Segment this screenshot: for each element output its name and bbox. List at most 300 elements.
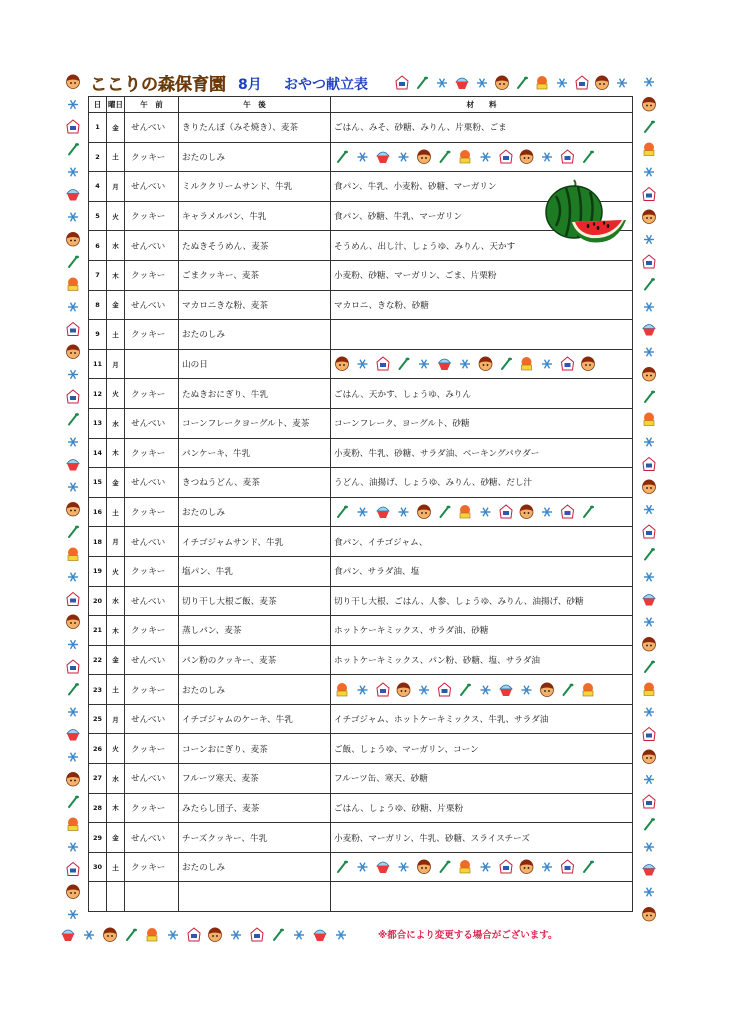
weekday-cell: 水 <box>107 764 125 794</box>
shaved-ice-icon <box>377 507 389 518</box>
child-face-icon <box>67 345 80 359</box>
dessert-cup-icon <box>147 928 157 941</box>
table-row <box>89 645 633 675</box>
afternoon-snack-cell: おたのしみ <box>179 497 331 527</box>
logo-text-3: 保育園 <box>175 75 226 95</box>
morning-snack-cell: せんべい <box>125 527 179 557</box>
snowflake-icon <box>231 931 241 940</box>
snowflake-icon <box>68 910 78 919</box>
col-ingredients-header: 材 料 <box>331 97 633 113</box>
dessert-cup-icon <box>537 76 547 89</box>
ice-flag-icon <box>643 728 655 741</box>
ingredients-cell: イチゴジャム、ホットケーキミックス、牛乳、サラダ油 <box>331 704 633 734</box>
change-notice: ※都合により変更する場合がございます。 <box>378 930 558 941</box>
col-pm-header: 午 後 <box>179 97 331 113</box>
morning-snack-cell: クッキー <box>125 142 179 172</box>
ice-flag-icon <box>377 357 389 370</box>
morning-snack-cell: せんべい <box>125 764 179 794</box>
day-cell: 11 <box>89 349 107 379</box>
afternoon-snack-cell <box>179 882 331 912</box>
weekday-cell: 金 <box>107 823 125 853</box>
col-dow-header: 曜日 <box>107 97 125 113</box>
snowflake-icon <box>617 79 627 88</box>
snowflake-icon <box>644 775 654 784</box>
day-cell: 29 <box>89 823 107 853</box>
weekday-cell: 金 <box>107 645 125 675</box>
morning-snack-cell: せんべい <box>125 408 179 438</box>
day-cell: 7 <box>89 260 107 290</box>
table-row <box>89 704 633 734</box>
table-row <box>89 497 633 527</box>
shaved-ice-icon <box>377 862 389 873</box>
snowflake-icon <box>481 508 491 517</box>
afternoon-snack-cell: フルーツ寒天、麦茶 <box>179 764 331 794</box>
weekday-cell: 土 <box>107 320 125 350</box>
weekday-cell: 金 <box>107 468 125 498</box>
afternoon-snack-cell: チーズクッキー、牛乳 <box>179 823 331 853</box>
shaved-ice-icon <box>377 152 389 163</box>
row-decoration <box>334 503 604 521</box>
day-cell: 4 <box>89 172 107 202</box>
ice-flag-icon <box>67 863 79 876</box>
day-cell: 28 <box>89 793 107 823</box>
snowflake-icon <box>644 168 654 177</box>
ice-flag-icon <box>67 390 79 403</box>
table-row <box>89 882 633 912</box>
child-face-icon <box>582 357 595 371</box>
weekday-cell: 木 <box>107 793 125 823</box>
day-cell: 23 <box>89 675 107 705</box>
table-row <box>89 823 633 853</box>
weekday-cell: 土 <box>107 142 125 172</box>
afternoon-snack-cell: コーンフレークヨーグルト、麦茶 <box>179 408 331 438</box>
weekday-cell: 木 <box>107 438 125 468</box>
child-face-icon <box>418 505 431 519</box>
snowflake-icon <box>68 213 78 222</box>
ingredients-cell: ごはん、しょうゆ、砂糖、片栗粉 <box>331 793 633 823</box>
row-decoration <box>334 148 604 166</box>
afternoon-snack-cell: たぬきそうめん、麦茶 <box>179 231 331 261</box>
table-row <box>89 675 633 705</box>
afternoon-snack-cell: マカロニきな粉、麦茶 <box>179 290 331 320</box>
snowflake-icon <box>68 438 78 447</box>
day-cell: 20 <box>89 586 107 616</box>
dessert-cup-icon <box>337 683 347 696</box>
snowflake-icon <box>542 508 552 517</box>
row-decoration <box>334 355 604 373</box>
watermelon-icon <box>544 178 628 248</box>
dessert-cup-icon <box>644 143 654 156</box>
day-cell: 1 <box>89 113 107 143</box>
morning-snack-cell: クッキー <box>125 793 179 823</box>
morning-snack-cell <box>125 349 179 379</box>
day-cell <box>89 882 107 912</box>
spoon-icon <box>441 506 451 517</box>
snowflake-icon <box>644 438 654 447</box>
morning-snack-cell: クッキー <box>125 497 179 527</box>
ingredients-cell: 食パン、サラダ油、塩 <box>331 556 633 586</box>
shaved-ice-icon <box>643 865 655 876</box>
child-face-icon <box>643 637 656 651</box>
dessert-cup-icon <box>460 150 470 163</box>
child-face-icon <box>479 357 492 371</box>
spoon-icon <box>645 548 655 559</box>
child-face-icon <box>520 505 533 519</box>
ingredients-cell: 食パン、牛乳、小麦粉、砂糖、マーガリン <box>331 172 633 202</box>
snowflake-icon <box>419 360 429 369</box>
weekday-cell <box>107 882 125 912</box>
afternoon-snack-cell: 塩パン、牛乳 <box>179 556 331 586</box>
dessert-cup-icon <box>460 505 470 518</box>
ingredients-cell <box>331 675 633 705</box>
morning-snack-cell: クッキー <box>125 438 179 468</box>
ice-flag-icon <box>67 120 79 133</box>
morning-snack-cell: せんべい <box>125 645 179 675</box>
afternoon-snack-cell: パン粉のクッキー、麦茶 <box>179 645 331 675</box>
ice-flag-icon <box>251 928 263 941</box>
day-cell: 5 <box>89 201 107 231</box>
afternoon-snack-cell: パンケーキ、牛乳 <box>179 438 331 468</box>
child-face-icon <box>520 149 533 163</box>
ingredients-cell <box>331 882 633 912</box>
spoon-icon <box>645 121 655 132</box>
day-cell: 8 <box>89 290 107 320</box>
ingredients-cell: ごはん、天かす、しょうゆ、みりん <box>331 379 633 409</box>
table-row <box>89 142 633 172</box>
morning-snack-cell: クッキー <box>125 734 179 764</box>
morning-snack-cell: せんべい <box>125 704 179 734</box>
afternoon-snack-cell: おたのしみ <box>179 142 331 172</box>
shaved-ice-icon <box>67 460 79 471</box>
dessert-cup-icon <box>68 818 78 831</box>
snowflake-icon <box>481 153 491 162</box>
spoon-icon <box>645 818 655 829</box>
day-cell: 6 <box>89 231 107 261</box>
dessert-cup-icon <box>68 278 78 291</box>
child-face-icon <box>67 885 80 899</box>
weekday-cell: 金 <box>107 113 125 143</box>
snowflake-icon <box>399 863 409 872</box>
afternoon-snack-cell: イチゴジャムサンド、牛乳 <box>179 527 331 557</box>
shaved-ice-icon <box>456 78 468 89</box>
child-face-icon <box>643 907 656 921</box>
weekday-cell: 火 <box>107 379 125 409</box>
morning-snack-cell: せんべい <box>125 113 179 143</box>
dessert-cup-icon <box>68 548 78 561</box>
table-row <box>89 734 633 764</box>
table-row <box>89 616 633 646</box>
snowflake-icon <box>358 153 368 162</box>
table-header-row <box>89 97 633 113</box>
ingredients-cell: コーンフレーク、ヨーグルト、砂糖 <box>331 408 633 438</box>
afternoon-snack-cell: コーンおにぎり、麦茶 <box>179 734 331 764</box>
child-face-icon <box>67 502 80 516</box>
ice-flag-icon <box>562 505 574 518</box>
snowflake-icon <box>542 153 552 162</box>
afternoon-snack-cell: ごまクッキー、麦茶 <box>179 260 331 290</box>
weekday-cell: 月 <box>107 704 125 734</box>
ice-flag-icon <box>67 323 79 336</box>
snowflake-icon <box>644 843 654 852</box>
child-face-icon <box>643 367 656 381</box>
snowflake-icon <box>294 931 304 940</box>
ingredients-cell: ごはん、みそ、砂糖、みりん、片栗粉、ごま <box>331 113 633 143</box>
child-face-icon <box>397 682 410 696</box>
morning-snack-cell: クッキー <box>125 379 179 409</box>
snowflake-icon <box>522 685 532 694</box>
day-cell: 13 <box>89 408 107 438</box>
month-label: 8月 <box>238 77 262 93</box>
spoon-icon <box>338 506 348 517</box>
snowflake-icon <box>336 931 346 940</box>
spoon-icon <box>645 278 655 289</box>
afternoon-snack-cell: イチゴジャムのケーキ、牛乳 <box>179 704 331 734</box>
afternoon-snack-cell: きりたんぽ（みそ焼き）、麦茶 <box>179 113 331 143</box>
afternoon-snack-cell: おたのしみ <box>179 675 331 705</box>
morning-snack-cell: クッキー <box>125 675 179 705</box>
logo-text-2: 森 <box>158 75 175 95</box>
shaved-ice-icon <box>643 595 655 606</box>
ice-flag-icon <box>500 860 512 873</box>
spoon-icon <box>461 683 471 694</box>
ingredients-cell: フルーツ缶、寒天、砂糖 <box>331 764 633 794</box>
weekday-cell: 土 <box>107 497 125 527</box>
weekday-cell: 土 <box>107 852 125 882</box>
snowflake-icon <box>68 573 78 582</box>
shaved-ice-icon <box>439 359 451 370</box>
ingredients-cell: ホットケーキミックス、サラダ油、砂糖 <box>331 616 633 646</box>
morning-snack-cell: せんべい <box>125 231 179 261</box>
snowflake-icon <box>168 931 178 940</box>
snowflake-icon <box>542 863 552 872</box>
footer-decoration <box>60 925 360 945</box>
ice-flag-icon <box>439 683 451 696</box>
day-cell: 12 <box>89 379 107 409</box>
ice-flag-icon <box>500 505 512 518</box>
morning-snack-cell: クッキー <box>125 616 179 646</box>
ingredients-cell <box>331 497 633 527</box>
morning-snack-cell: せんべい <box>125 172 179 202</box>
ingredients-cell: 小麦粉、砂糖、マーガリン、ごま、片栗粉 <box>331 260 633 290</box>
child-face-icon <box>418 149 431 163</box>
morning-snack-cell: クッキー <box>125 852 179 882</box>
morning-snack-cell: せんべい <box>125 586 179 616</box>
child-face-icon <box>596 76 609 90</box>
snowflake-icon <box>644 618 654 627</box>
ice-flag-icon <box>377 683 389 696</box>
spoon-icon <box>645 661 655 672</box>
child-face-icon <box>643 750 656 764</box>
dessert-cup-icon <box>583 683 593 696</box>
table-row <box>89 379 633 409</box>
ice-flag-icon <box>562 357 574 370</box>
ice-flag-icon <box>67 593 79 606</box>
ingredients-cell: マカロニ、きな粉、砂糖 <box>331 290 633 320</box>
spoon-icon <box>584 150 594 161</box>
spoon-icon <box>400 358 410 369</box>
day-cell: 9 <box>89 320 107 350</box>
day-cell: 26 <box>89 734 107 764</box>
child-face-icon <box>67 75 80 89</box>
weekday-cell: 水 <box>107 586 125 616</box>
spoon-icon <box>274 929 284 940</box>
spoon-icon <box>518 77 528 88</box>
snowflake-icon <box>68 753 78 762</box>
weekday-cell: 火 <box>107 201 125 231</box>
shaved-ice-icon <box>67 190 79 201</box>
child-face-icon <box>336 357 349 371</box>
snowflake-icon <box>437 79 447 88</box>
snowflake-icon <box>399 508 409 517</box>
ingredients-cell: ホットケーキミックス、パン粉、砂糖、塩、サラダ油 <box>331 645 633 675</box>
ice-flag-icon <box>562 150 574 163</box>
ice-flag-icon <box>643 255 655 268</box>
morning-snack-cell: せんべい <box>125 290 179 320</box>
ice-flag-icon <box>500 150 512 163</box>
spoon-icon <box>69 796 79 807</box>
ice-flag-icon <box>643 458 655 471</box>
ice-flag-icon <box>188 928 200 941</box>
snowflake-icon <box>84 931 94 940</box>
afternoon-snack-cell: 山の日 <box>179 349 331 379</box>
snowflake-icon <box>542 360 552 369</box>
spoon-icon <box>418 77 428 88</box>
weekday-cell: 木 <box>107 616 125 646</box>
logo-text-1: ここりの <box>90 75 158 95</box>
table-row <box>89 852 633 882</box>
snowflake-icon <box>481 685 491 694</box>
child-face-icon <box>643 97 656 111</box>
snowflake-icon <box>477 79 487 88</box>
ingredients-cell: ご飯、しょうゆ、マーガリン、コーン <box>331 734 633 764</box>
afternoon-snack-cell: ミルククリームサンド、牛乳 <box>179 172 331 202</box>
snowflake-icon <box>358 360 368 369</box>
day-cell: 16 <box>89 497 107 527</box>
nursery-logo <box>90 70 226 95</box>
afternoon-snack-cell: きつねうどん、麦茶 <box>179 468 331 498</box>
weekday-cell: 水 <box>107 231 125 261</box>
afternoon-snack-cell: みたらし団子、麦茶 <box>179 793 331 823</box>
ingredients-cell <box>331 320 633 350</box>
child-face-icon <box>67 232 80 246</box>
weekday-cell: 月 <box>107 349 125 379</box>
left-border-decoration <box>62 72 84 932</box>
row-decoration <box>334 858 604 876</box>
afternoon-snack-cell: たぬきおにぎり、牛乳 <box>179 379 331 409</box>
child-face-icon <box>67 772 80 786</box>
afternoon-snack-cell: 蒸しパン、麦茶 <box>179 616 331 646</box>
page-header <box>88 68 648 98</box>
col-day-header: 日 <box>89 97 107 113</box>
ice-flag-icon <box>562 860 574 873</box>
snowflake-icon <box>68 100 78 109</box>
snowflake-icon <box>644 505 654 514</box>
shaved-ice-icon <box>500 685 512 696</box>
snowflake-icon <box>68 708 78 717</box>
weekday-cell: 木 <box>107 260 125 290</box>
snowflake-icon <box>557 79 567 88</box>
child-face-icon <box>67 615 80 629</box>
day-cell: 19 <box>89 556 107 586</box>
snowflake-icon <box>68 483 78 492</box>
ice-flag-icon <box>643 525 655 538</box>
morning-snack-cell: せんべい <box>125 823 179 853</box>
child-face-icon <box>643 210 656 224</box>
table-row <box>89 320 633 350</box>
snowflake-icon <box>68 640 78 649</box>
ice-flag-icon <box>643 795 655 808</box>
spoon-icon <box>441 861 451 872</box>
spoon-icon <box>584 861 594 872</box>
snowflake-icon <box>358 685 368 694</box>
child-face-icon <box>520 860 533 874</box>
snowflake-icon <box>644 573 654 582</box>
snowflake-icon <box>68 370 78 379</box>
table-row <box>89 527 633 557</box>
spoon-icon <box>338 861 348 872</box>
table-row <box>89 408 633 438</box>
row-decoration <box>334 681 604 699</box>
ice-flag-icon <box>643 188 655 201</box>
snowflake-icon <box>481 863 491 872</box>
spoon-icon <box>441 150 451 161</box>
ingredients-cell: 小麦粉、マーガリン、牛乳、砂糖、スライスチーズ <box>331 823 633 853</box>
snowflake-icon <box>68 843 78 852</box>
day-cell: 25 <box>89 704 107 734</box>
afternoon-snack-cell: おたのしみ <box>179 852 331 882</box>
day-cell: 21 <box>89 616 107 646</box>
afternoon-snack-cell: 切り干し大根ご飯、麦茶 <box>179 586 331 616</box>
dessert-cup-icon <box>644 683 654 696</box>
ingredients-cell: 食パン、砂糖、牛乳、マーガリン <box>331 201 633 231</box>
morning-snack-cell <box>125 882 179 912</box>
table-row <box>89 468 633 498</box>
morning-snack-cell: クッキー <box>125 260 179 290</box>
ingredients-cell <box>331 349 633 379</box>
spoon-icon <box>645 391 655 402</box>
ice-flag-icon <box>396 76 408 89</box>
ingredients-cell: そうめん、出し汁、しょうゆ、みりん、天かす <box>331 231 633 261</box>
ingredients-cell: 切り干し大根、ごはん、人参、しょうゆ、みりん、油揚げ、砂糖 <box>331 586 633 616</box>
header-decoration <box>394 73 644 93</box>
day-cell: 27 <box>89 764 107 794</box>
day-cell: 14 <box>89 438 107 468</box>
ingredients-cell <box>331 142 633 172</box>
weekday-cell: 月 <box>107 527 125 557</box>
ingredients-cell: うどん、油揚げ、しょうゆ、みりん、砂糖、だし汁 <box>331 468 633 498</box>
spoon-icon <box>69 526 79 537</box>
snowflake-icon <box>358 863 368 872</box>
right-border-decoration <box>638 72 660 932</box>
snowflake-icon <box>644 235 654 244</box>
day-cell: 2 <box>89 142 107 172</box>
snowflake-icon <box>460 360 470 369</box>
spoon-icon <box>69 143 79 154</box>
table-row <box>89 556 633 586</box>
spoon-icon <box>69 256 79 267</box>
day-cell: 30 <box>89 852 107 882</box>
day-cell: 15 <box>89 468 107 498</box>
spoon-icon <box>69 413 79 424</box>
table-row <box>89 764 633 794</box>
weekday-cell: 金 <box>107 290 125 320</box>
snowflake-icon <box>68 168 78 177</box>
table-row <box>89 260 633 290</box>
morning-snack-cell: クッキー <box>125 556 179 586</box>
table-row <box>89 290 633 320</box>
ice-flag-icon <box>576 76 588 89</box>
snowflake-icon <box>644 78 654 87</box>
